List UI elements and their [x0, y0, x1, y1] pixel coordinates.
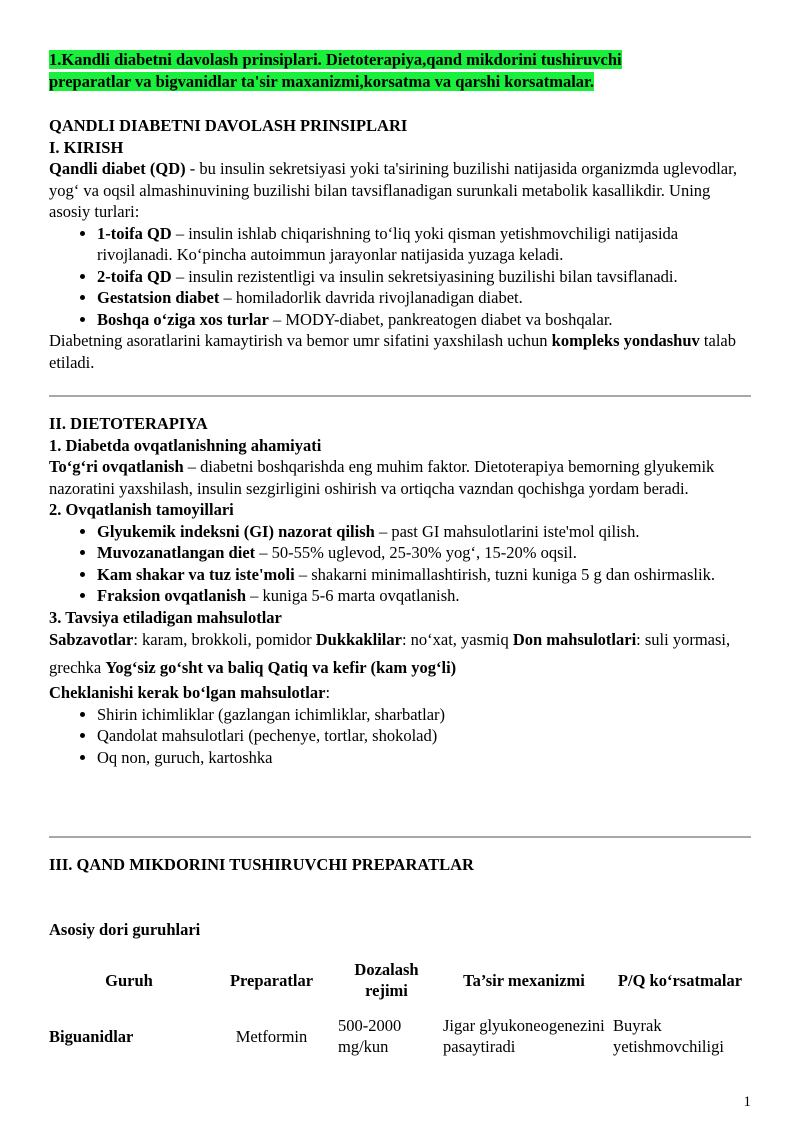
- section-heading-preparations: III. QAND MIKDORINI TUSHIRUVCHI PREPARATLAR: [49, 855, 474, 874]
- table-cell: 500-2000 mg/kun: [338, 1016, 402, 1056]
- subheading-recommended: 3. Tavsiya etiladigan mahsulotlar: [49, 607, 282, 627]
- closing-paragraph: Diabetning asoratlarini kamaytirish va bemor umr sifatini yaxshilash uchun kompleks yondashuv talab etiladi.: [49, 331, 736, 372]
- table-header-cell: Dozalash rejimi: [354, 960, 419, 1000]
- section-preparations: [49, 854, 751, 940]
- table-cell: Jigar glyukoneogenezini pasaytiradi: [443, 1016, 605, 1056]
- section-divider: [49, 836, 751, 838]
- subheading-importance: 1. Diabetda ovqatlanishning ahamiyati: [49, 435, 322, 455]
- list-item: • 2-toifa QD – insulin rezistentligi va insulin sekretsiyasining buzilishi bilan tavsiflanadi.: [97, 266, 751, 288]
- list-item: • Fraksion ovqatlanish – kuniga 5-6 marta ovqatlanish.: [97, 585, 751, 607]
- table-header-cell: P/Q ko‘rsatmalar: [617, 970, 743, 990]
- section-heading-kirish: I. KIRISH: [49, 137, 124, 157]
- diabetes-types-list: [49, 223, 751, 331]
- main-heading: QANDLI DIABETNI DAVOLASH PRINSIPLARI: [49, 116, 408, 135]
- list-item: • Oq non, guruch, kartoshka: [97, 747, 751, 769]
- table-cell: Metformin: [235, 1026, 308, 1046]
- table-header-row: [49, 958, 751, 1002]
- table-cell: Buyrak yetishmovchiligi: [613, 1016, 724, 1056]
- table-header-cell: Preparatlar: [229, 970, 314, 990]
- table-cell: Biguanidlar: [49, 1026, 134, 1046]
- list-item: • Boshqa o‘ziga xos turlar – MODY-diabet, pankreatogen diabet va boshqalar.: [97, 309, 751, 331]
- subheading-drug-groups: Asosiy dori guruhlari: [49, 919, 201, 939]
- section-dietoterapiya: [49, 413, 751, 768]
- limited-products-list: [49, 704, 751, 769]
- list-item: • Qandolat mahsulotlari (pechenye, tortlar, shokolad): [97, 725, 751, 747]
- limited-products-heading: Cheklanishi kerak bo‘lgan mahsulotlar:: [49, 683, 331, 702]
- page-number: 1: [743, 1094, 751, 1110]
- recommended-products: Sabzavotlar: karam, brokkoli, pomidor Dukkaklilar: no‘xat, yasmiq Don mahsulotlari: suli yormasi, grechka Yog‘siz go‘sht va baliq Qatiq va kefir (kam yog‘li): [49, 630, 731, 677]
- list-item: • Glyukemik indeksni (GI) nazorat qilish – past GI mahsulotlarini iste'mol qilish.: [97, 521, 751, 543]
- list-item: • Kam shakar va tuz iste'moli – shakarni minimallashtirish, tuzni kuniga 5 g dan oshirmaslik.: [97, 564, 751, 586]
- section-intro: [49, 115, 751, 373]
- table-header-cell: Ta’sir mexanizmi: [463, 970, 585, 990]
- intro-paragraph: Qandli diabet (QD) - bu insulin sekretsiyasi yoki ta'sirining buzilishi natijasida organizmda uglevodlar, yog‘ va oqsil almashinuvining buzilishi bilan tavsiflanadigan surunkali metabolik kasallikdir. Uning asosiy turlari:: [49, 159, 738, 221]
- drug-groups-table: [49, 958, 751, 1070]
- subheading-principles: 2. Ovqatlanish tamoyillari: [49, 500, 234, 519]
- list-item: • Gestatsion diabet – homiladorlik davrida rivojlanadigan diabet.: [97, 287, 751, 309]
- list-item: • Muvozanatlangan diet – 50-55% uglevod, 25-30% yog‘, 15-20% oqsil.: [97, 542, 751, 564]
- table-header-cell: Guruh: [105, 970, 153, 990]
- title-line-2: preparatlar va bigvanidlar ta'sir maxanizmi,korsatma va qarshi korsatmalar.: [49, 72, 594, 91]
- nutrition-paragraph: To‘g‘ri ovqatlanish – diabetni boshqarishda eng muhim faktor. Dietoterapiya bemorning glyukemik nazoratini yaxshilash, insulin sezgirligini oshirish va ortiqcha vazndan qochishga yordam beradi.: [49, 457, 715, 498]
- principles-list: [49, 521, 751, 607]
- section-heading-dietoterapiya: II. DIETOTERAPIYA: [49, 414, 208, 433]
- title-line-1: 1.Kandli diabetni davolash prinsiplari. Dietoterapiya,qand mikdorini tushiruvchi: [49, 50, 622, 69]
- table-row: [49, 1002, 751, 1070]
- section-divider: [49, 395, 751, 397]
- list-item: • 1-toifa QD – insulin ishlab chiqarishning to‘liq yoki qisman yetishmovchiligi natijasida rivojlanadi. Ko‘pincha autoimmun jarayonlar natijasida yuzaga keladi.: [97, 223, 751, 266]
- document-title: [49, 49, 751, 93]
- list-item: • Shirin ichimliklar (gazlangan ichimliklar, sharbatlar): [97, 704, 751, 726]
